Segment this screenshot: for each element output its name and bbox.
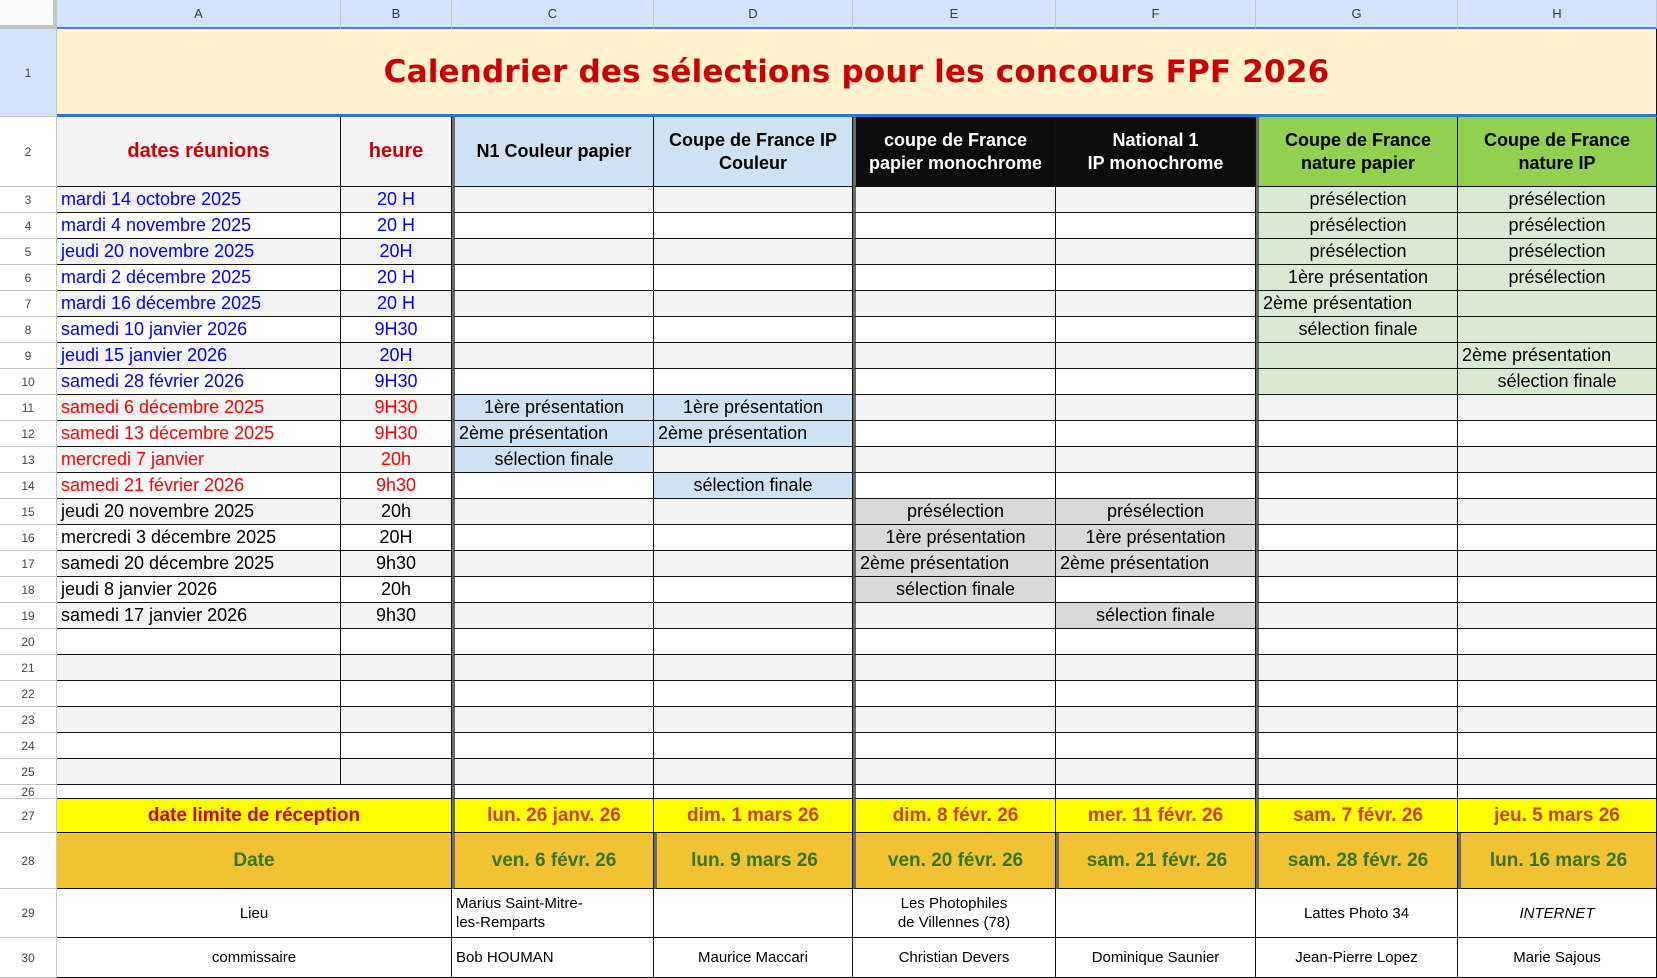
meeting-time-cell[interactable]: 20 H bbox=[341, 265, 452, 291]
row-header-29[interactable]: 29 bbox=[0, 889, 57, 938]
spacer-cell[interactable] bbox=[452, 785, 654, 799]
schedule-cell-g[interactable] bbox=[1256, 707, 1458, 733]
schedule-cell-d[interactable] bbox=[654, 369, 853, 395]
schedule-cell-h[interactable] bbox=[1458, 629, 1657, 655]
schedule-cell-d[interactable] bbox=[654, 447, 853, 473]
schedule-cell-f[interactable] bbox=[1056, 317, 1256, 343]
schedule-cell-h[interactable]: présélection bbox=[1458, 239, 1657, 265]
row-header-20[interactable]: 20 bbox=[0, 629, 57, 655]
schedule-cell-g[interactable] bbox=[1256, 681, 1458, 707]
schedule-cell-c[interactable] bbox=[452, 681, 654, 707]
schedule-cell-d[interactable] bbox=[654, 291, 853, 317]
schedule-cell-g[interactable] bbox=[1256, 629, 1458, 655]
schedule-cell-e[interactable]: sélection finale bbox=[853, 577, 1056, 603]
schedule-cell-c[interactable] bbox=[452, 265, 654, 291]
schedule-cell-f[interactable] bbox=[1056, 395, 1256, 421]
meeting-time-cell[interactable]: 20 H bbox=[341, 187, 452, 213]
schedule-cell-c[interactable] bbox=[452, 655, 654, 681]
meeting-time-cell[interactable]: 20 H bbox=[341, 213, 452, 239]
schedule-cell-h[interactable] bbox=[1458, 733, 1657, 759]
row-header-9[interactable]: 9 bbox=[0, 343, 57, 369]
schedule-cell-h[interactable] bbox=[1458, 707, 1657, 733]
header-e[interactable]: coupe de France papier monochrome bbox=[853, 117, 1056, 187]
row-header-19[interactable]: 19 bbox=[0, 603, 57, 629]
schedule-cell-d[interactable] bbox=[654, 759, 853, 785]
meeting-date-cell[interactable]: mardi 2 décembre 2025 bbox=[57, 265, 341, 291]
meeting-date-cell[interactable]: jeudi 8 janvier 2026 bbox=[57, 577, 341, 603]
schedule-cell-g[interactable] bbox=[1256, 421, 1458, 447]
schedule-cell-f[interactable]: sélection finale bbox=[1056, 603, 1256, 629]
row-header-1[interactable]: 1 bbox=[0, 29, 57, 117]
meeting-date-cell[interactable] bbox=[57, 759, 341, 785]
meeting-time-cell[interactable] bbox=[341, 655, 452, 681]
row-header-18[interactable]: 18 bbox=[0, 577, 57, 603]
meeting-time-cell[interactable] bbox=[341, 629, 452, 655]
meeting-time-cell[interactable]: 9h30 bbox=[341, 473, 452, 499]
row-header-17[interactable]: 17 bbox=[0, 551, 57, 577]
schedule-cell-e[interactable] bbox=[853, 395, 1056, 421]
meeting-date-cell[interactable]: mardi 16 décembre 2025 bbox=[57, 291, 341, 317]
row-header-23[interactable]: 23 bbox=[0, 707, 57, 733]
meeting-date-cell[interactable]: jeudi 15 janvier 2026 bbox=[57, 343, 341, 369]
deadline-g[interactable]: sam. 7 févr. 26 bbox=[1256, 799, 1458, 833]
schedule-cell-d[interactable] bbox=[654, 733, 853, 759]
schedule-cell-f[interactable] bbox=[1056, 629, 1256, 655]
row-header-25[interactable]: 25 bbox=[0, 759, 57, 785]
header-c[interactable]: N1 Couleur papier bbox=[452, 117, 654, 187]
schedule-cell-g[interactable] bbox=[1256, 473, 1458, 499]
schedule-cell-h[interactable] bbox=[1458, 525, 1657, 551]
schedule-cell-f[interactable] bbox=[1056, 473, 1256, 499]
row-header-14[interactable]: 14 bbox=[0, 473, 57, 499]
title-cell[interactable] bbox=[57, 29, 1657, 117]
schedule-cell-e[interactable] bbox=[853, 655, 1056, 681]
lieu-g[interactable]: Lattes Photo 34 bbox=[1256, 889, 1458, 938]
schedule-cell-h[interactable]: présélection bbox=[1458, 187, 1657, 213]
meeting-date-cell[interactable]: samedi 13 décembre 2025 bbox=[57, 421, 341, 447]
header-h[interactable]: Coupe de France nature IP bbox=[1458, 117, 1657, 187]
schedule-cell-d[interactable]: 1ère présentation bbox=[654, 395, 853, 421]
schedule-cell-h[interactable] bbox=[1458, 421, 1657, 447]
schedule-cell-d[interactable] bbox=[654, 629, 853, 655]
row-header-30[interactable]: 30 bbox=[0, 938, 57, 978]
meeting-time-cell[interactable]: 9H30 bbox=[341, 421, 452, 447]
meeting-date-cell[interactable]: samedi 6 décembre 2025 bbox=[57, 395, 341, 421]
schedule-cell-d[interactable] bbox=[654, 265, 853, 291]
schedule-cell-c[interactable]: 2ème présentation bbox=[452, 421, 654, 447]
schedule-cell-h[interactable] bbox=[1458, 317, 1657, 343]
schedule-cell-g[interactable] bbox=[1256, 577, 1458, 603]
schedule-cell-e[interactable]: 1ère présentation bbox=[853, 525, 1056, 551]
schedule-cell-d[interactable] bbox=[654, 343, 853, 369]
schedule-cell-c[interactable] bbox=[452, 291, 654, 317]
row-header-11[interactable]: 11 bbox=[0, 395, 57, 421]
meeting-date-cell[interactable]: mardi 4 novembre 2025 bbox=[57, 213, 341, 239]
schedule-cell-g[interactable]: présélection bbox=[1256, 239, 1458, 265]
schedule-cell-c[interactable] bbox=[452, 733, 654, 759]
meeting-date-cell[interactable]: samedi 21 février 2026 bbox=[57, 473, 341, 499]
meeting-time-cell[interactable]: 20h bbox=[341, 447, 452, 473]
meeting-date-cell[interactable]: samedi 10 janvier 2026 bbox=[57, 317, 341, 343]
schedule-cell-c[interactable]: 1ère présentation bbox=[452, 395, 654, 421]
page-title: Calendrier des sélections pour les concours FPF 2026 bbox=[383, 53, 1330, 90]
lieu-c[interactable]: Marius Saint-Mitre- les-Remparts bbox=[452, 889, 654, 938]
row-header-10[interactable]: 10 bbox=[0, 369, 57, 395]
schedule-cell-f[interactable] bbox=[1056, 447, 1256, 473]
schedule-cell-c[interactable] bbox=[452, 499, 654, 525]
row-header-26[interactable]: 26 bbox=[0, 785, 57, 799]
schedule-cell-g[interactable] bbox=[1256, 395, 1458, 421]
schedule-cell-g[interactable] bbox=[1256, 733, 1458, 759]
schedule-cell-c[interactable] bbox=[452, 759, 654, 785]
row-header-13[interactable]: 13 bbox=[0, 447, 57, 473]
row-header-27[interactable]: 27 bbox=[0, 799, 57, 833]
schedule-cell-f[interactable] bbox=[1056, 759, 1256, 785]
meeting-date-cell[interactable] bbox=[57, 655, 341, 681]
schedule-cell-e[interactable] bbox=[853, 213, 1056, 239]
schedule-cell-e[interactable]: 2ème présentation bbox=[853, 551, 1056, 577]
spacer-cell[interactable] bbox=[1458, 785, 1657, 799]
schedule-cell-d[interactable] bbox=[654, 499, 853, 525]
schedule-cell-g[interactable] bbox=[1256, 655, 1458, 681]
schedule-cell-d[interactable] bbox=[654, 525, 853, 551]
schedule-cell-f[interactable] bbox=[1056, 733, 1256, 759]
schedule-cell-c[interactable] bbox=[452, 707, 654, 733]
schedule-cell-f[interactable] bbox=[1056, 577, 1256, 603]
meeting-time-cell[interactable]: 9h30 bbox=[341, 551, 452, 577]
row-header-28[interactable]: 28 bbox=[0, 833, 57, 889]
meeting-date-cell[interactable]: jeudi 20 novembre 2025 bbox=[57, 499, 341, 525]
schedule-cell-d[interactable] bbox=[654, 681, 853, 707]
schedule-cell-c[interactable] bbox=[452, 577, 654, 603]
schedule-cell-c[interactable] bbox=[452, 603, 654, 629]
schedule-cell-d[interactable]: sélection finale bbox=[654, 473, 853, 499]
event-date-g[interactable]: sam. 28 févr. 26 bbox=[1256, 833, 1458, 889]
meeting-date-cell[interactable]: jeudi 20 novembre 2025 bbox=[57, 239, 341, 265]
schedule-cell-h[interactable] bbox=[1458, 603, 1657, 629]
deadline-c[interactable]: lun. 26 janv. 26 bbox=[452, 799, 654, 833]
schedule-cell-h[interactable] bbox=[1458, 395, 1657, 421]
column-header-f[interactable]: F bbox=[1056, 0, 1256, 29]
schedule-cell-e[interactable] bbox=[853, 239, 1056, 265]
select-all-corner[interactable] bbox=[0, 0, 57, 29]
spacer-cell[interactable] bbox=[853, 785, 1056, 799]
column-header-e[interactable]: E bbox=[853, 0, 1056, 29]
spacer-cell[interactable] bbox=[1256, 785, 1458, 799]
schedule-cell-f[interactable]: 1ère présentation bbox=[1056, 525, 1256, 551]
spacer-row[interactable] bbox=[57, 785, 452, 799]
schedule-cell-e[interactable] bbox=[853, 681, 1056, 707]
schedule-cell-h[interactable] bbox=[1458, 759, 1657, 785]
schedule-cell-c[interactable] bbox=[452, 343, 654, 369]
schedule-cell-d[interactable] bbox=[654, 577, 853, 603]
meeting-time-cell[interactable]: 9H30 bbox=[341, 369, 452, 395]
spacer-cell[interactable] bbox=[654, 785, 853, 799]
meeting-date-cell[interactable]: samedi 28 février 2026 bbox=[57, 369, 341, 395]
schedule-cell-h[interactable] bbox=[1458, 681, 1657, 707]
meeting-date-cell[interactable]: mardi 14 octobre 2025 bbox=[57, 187, 341, 213]
schedule-cell-e[interactable] bbox=[853, 291, 1056, 317]
schedule-cell-f[interactable] bbox=[1056, 291, 1256, 317]
lieu-f[interactable] bbox=[1056, 889, 1256, 938]
meeting-date-cell[interactable] bbox=[57, 629, 341, 655]
schedule-cell-h[interactable] bbox=[1458, 551, 1657, 577]
schedule-cell-f[interactable] bbox=[1056, 343, 1256, 369]
column-header-b[interactable]: B bbox=[341, 0, 452, 29]
row-header-12[interactable]: 12 bbox=[0, 421, 57, 447]
schedule-cell-g[interactable]: présélection bbox=[1256, 187, 1458, 213]
schedule-cell-c[interactable] bbox=[452, 629, 654, 655]
schedule-cell-c[interactable] bbox=[452, 551, 654, 577]
schedule-cell-h[interactable] bbox=[1458, 655, 1657, 681]
lieu-e[interactable]: Les Photophiles de Villennes (78) bbox=[853, 889, 1056, 938]
column-header-g[interactable]: G bbox=[1256, 0, 1458, 29]
schedule-cell-e[interactable] bbox=[853, 187, 1056, 213]
schedule-cell-g[interactable]: sélection finale bbox=[1256, 317, 1458, 343]
lieu-h[interactable]: INTERNET bbox=[1458, 889, 1657, 938]
schedule-cell-c[interactable] bbox=[452, 239, 654, 265]
schedule-cell-f[interactable] bbox=[1056, 681, 1256, 707]
schedule-cell-c[interactable] bbox=[452, 525, 654, 551]
schedule-cell-e[interactable] bbox=[853, 473, 1056, 499]
schedule-cell-g[interactable] bbox=[1256, 499, 1458, 525]
schedule-cell-e[interactable] bbox=[853, 707, 1056, 733]
schedule-cell-c[interactable] bbox=[452, 187, 654, 213]
schedule-cell-d[interactable] bbox=[654, 707, 853, 733]
commissaire-c[interactable]: Bob HOUMAN bbox=[452, 938, 654, 978]
meeting-time-cell[interactable]: 9H30 bbox=[341, 395, 452, 421]
schedule-cell-c[interactable]: sélection finale bbox=[452, 447, 654, 473]
schedule-cell-e[interactable]: présélection bbox=[853, 499, 1056, 525]
schedule-cell-g[interactable]: présélection bbox=[1256, 213, 1458, 239]
schedule-cell-h[interactable]: sélection finale bbox=[1458, 369, 1657, 395]
schedule-cell-f[interactable] bbox=[1056, 265, 1256, 291]
schedule-cell-d[interactable] bbox=[654, 317, 853, 343]
schedule-cell-h[interactable] bbox=[1458, 499, 1657, 525]
row-header-16[interactable]: 16 bbox=[0, 525, 57, 551]
meeting-date-cell[interactable] bbox=[57, 707, 341, 733]
schedule-cell-f[interactable] bbox=[1056, 421, 1256, 447]
commissaire-h[interactable]: Marie Sajous bbox=[1458, 938, 1657, 978]
schedule-cell-c[interactable] bbox=[452, 369, 654, 395]
commissaire-f[interactable]: Dominique Saunier bbox=[1056, 938, 1256, 978]
column-header-a[interactable]: A bbox=[57, 0, 341, 29]
schedule-cell-f[interactable] bbox=[1056, 655, 1256, 681]
schedule-cell-h[interactable] bbox=[1458, 291, 1657, 317]
deadline-e[interactable]: dim. 8 févr. 26 bbox=[853, 799, 1056, 833]
meeting-time-cell[interactable]: 20H bbox=[341, 343, 452, 369]
row-header-7[interactable]: 7 bbox=[0, 291, 57, 317]
schedule-cell-g[interactable]: 1ère présentation bbox=[1256, 265, 1458, 291]
commissaire-d[interactable]: Maurice Maccari bbox=[654, 938, 853, 978]
commissaire-e[interactable]: Christian Devers bbox=[853, 938, 1056, 978]
row-header-22[interactable]: 22 bbox=[0, 681, 57, 707]
event-date-f[interactable]: sam. 21 févr. 26 bbox=[1056, 833, 1256, 889]
row-header-24[interactable]: 24 bbox=[0, 733, 57, 759]
deadline-label[interactable]: date limite de réception bbox=[57, 799, 452, 833]
row-header-3[interactable]: 3 bbox=[0, 187, 57, 213]
commissaire-g[interactable]: Jean-Pierre Lopez bbox=[1256, 938, 1458, 978]
header-f[interactable]: National 1 IP monochrome bbox=[1056, 117, 1256, 187]
header-g[interactable]: Coupe de France nature papier bbox=[1256, 117, 1458, 187]
column-header-h[interactable]: H bbox=[1458, 0, 1657, 29]
row-header-15[interactable]: 15 bbox=[0, 499, 57, 525]
schedule-cell-f[interactable]: présélection bbox=[1056, 499, 1256, 525]
schedule-cell-d[interactable] bbox=[654, 187, 853, 213]
lieu-d[interactable] bbox=[654, 889, 853, 938]
schedule-cell-g[interactable]: 2ème présentation bbox=[1256, 291, 1458, 317]
schedule-cell-h[interactable] bbox=[1458, 473, 1657, 499]
schedule-cell-f[interactable] bbox=[1056, 707, 1256, 733]
schedule-cell-g[interactable] bbox=[1256, 525, 1458, 551]
schedule-cell-d[interactable]: 2ème présentation bbox=[654, 421, 853, 447]
schedule-cell-g[interactable] bbox=[1256, 447, 1458, 473]
schedule-cell-c[interactable] bbox=[452, 213, 654, 239]
row-header-2[interactable]: 2 bbox=[0, 117, 57, 187]
schedule-cell-h[interactable]: présélection bbox=[1458, 213, 1657, 239]
row-header-4[interactable]: 4 bbox=[0, 213, 57, 239]
schedule-cell-e[interactable] bbox=[853, 265, 1056, 291]
schedule-cell-e[interactable] bbox=[853, 733, 1056, 759]
meeting-time-cell[interactable] bbox=[341, 759, 452, 785]
schedule-cell-h[interactable] bbox=[1458, 577, 1657, 603]
event-date-h[interactable]: lun. 16 mars 26 bbox=[1458, 833, 1657, 889]
schedule-cell-g[interactable] bbox=[1256, 603, 1458, 629]
meeting-time-cell[interactable]: 20H bbox=[341, 239, 452, 265]
schedule-cell-e[interactable] bbox=[853, 369, 1056, 395]
meeting-date-cell[interactable] bbox=[57, 733, 341, 759]
schedule-cell-c[interactable] bbox=[452, 473, 654, 499]
header-dates[interactable]: dates réunions bbox=[57, 117, 341, 187]
schedule-cell-g[interactable] bbox=[1256, 369, 1458, 395]
schedule-cell-h[interactable] bbox=[1458, 447, 1657, 473]
meeting-time-cell[interactable] bbox=[341, 707, 452, 733]
schedule-cell-e[interactable] bbox=[853, 317, 1056, 343]
event-date-label[interactable]: Date bbox=[57, 833, 452, 889]
schedule-cell-e[interactable] bbox=[853, 759, 1056, 785]
schedule-cell-h[interactable]: présélection bbox=[1458, 265, 1657, 291]
meeting-time-cell[interactable]: 20H bbox=[341, 525, 452, 551]
schedule-cell-e[interactable] bbox=[853, 447, 1056, 473]
schedule-cell-f[interactable] bbox=[1056, 369, 1256, 395]
schedule-cell-h[interactable]: 2ème présentation bbox=[1458, 343, 1657, 369]
column-header-d[interactable]: D bbox=[654, 0, 853, 29]
schedule-cell-e[interactable] bbox=[853, 421, 1056, 447]
meeting-date-cell[interactable]: mercredi 7 janvier bbox=[57, 447, 341, 473]
lieu-label[interactable]: Lieu bbox=[57, 889, 452, 938]
meeting-time-cell[interactable]: 20h bbox=[341, 577, 452, 603]
schedule-cell-f[interactable] bbox=[1056, 213, 1256, 239]
column-header-c[interactable]: C bbox=[452, 0, 654, 29]
schedule-cell-g[interactable] bbox=[1256, 551, 1458, 577]
schedule-cell-d[interactable] bbox=[654, 603, 853, 629]
schedule-cell-e[interactable] bbox=[853, 603, 1056, 629]
deadline-f[interactable]: mer. 11 févr. 26 bbox=[1056, 799, 1256, 833]
meeting-time-cell[interactable] bbox=[341, 681, 452, 707]
event-date-d[interactable]: lun. 9 mars 26 bbox=[654, 833, 853, 889]
header-d[interactable]: Coupe de France IP Couleur bbox=[654, 117, 853, 187]
schedule-cell-c[interactable] bbox=[452, 317, 654, 343]
meeting-date-cell[interactable]: mercredi 3 décembre 2025 bbox=[57, 525, 341, 551]
schedule-cell-e[interactable] bbox=[853, 629, 1056, 655]
schedule-cell-e[interactable] bbox=[853, 343, 1056, 369]
schedule-cell-f[interactable] bbox=[1056, 187, 1256, 213]
commissaire-label[interactable]: commissaire bbox=[57, 938, 452, 978]
schedule-cell-d[interactable] bbox=[654, 655, 853, 681]
schedule-cell-g[interactable] bbox=[1256, 759, 1458, 785]
meeting-time-cell[interactable] bbox=[341, 733, 452, 759]
schedule-cell-d[interactable] bbox=[654, 239, 853, 265]
schedule-cell-d[interactable] bbox=[654, 551, 853, 577]
meeting-date-cell[interactable]: samedi 17 janvier 2026 bbox=[57, 603, 341, 629]
row-header-5[interactable]: 5 bbox=[0, 239, 57, 265]
meeting-time-cell[interactable]: 9h30 bbox=[341, 603, 452, 629]
header-heure[interactable]: heure bbox=[341, 117, 452, 187]
meeting-date-cell[interactable] bbox=[57, 681, 341, 707]
schedule-cell-d[interactable] bbox=[654, 213, 853, 239]
deadline-h[interactable]: jeu. 5 mars 26 bbox=[1458, 799, 1657, 833]
row-header-21[interactable]: 21 bbox=[0, 655, 57, 681]
schedule-cell-g[interactable] bbox=[1256, 343, 1458, 369]
meeting-time-cell[interactable]: 9H30 bbox=[341, 317, 452, 343]
spacer-cell[interactable] bbox=[1056, 785, 1256, 799]
deadline-d[interactable]: dim. 1 mars 26 bbox=[654, 799, 853, 833]
schedule-cell-f[interactable]: 2ème présentation bbox=[1056, 551, 1256, 577]
row-header-8[interactable]: 8 bbox=[0, 317, 57, 343]
meeting-time-cell[interactable]: 20 H bbox=[341, 291, 452, 317]
meeting-date-cell[interactable]: samedi 20 décembre 2025 bbox=[57, 551, 341, 577]
meeting-time-cell[interactable]: 20h bbox=[341, 499, 452, 525]
schedule-cell-f[interactable] bbox=[1056, 239, 1256, 265]
event-date-c[interactable]: ven. 6 févr. 26 bbox=[452, 833, 654, 889]
event-date-e[interactable]: ven. 20 févr. 26 bbox=[853, 833, 1056, 889]
row-header-6[interactable]: 6 bbox=[0, 265, 57, 291]
